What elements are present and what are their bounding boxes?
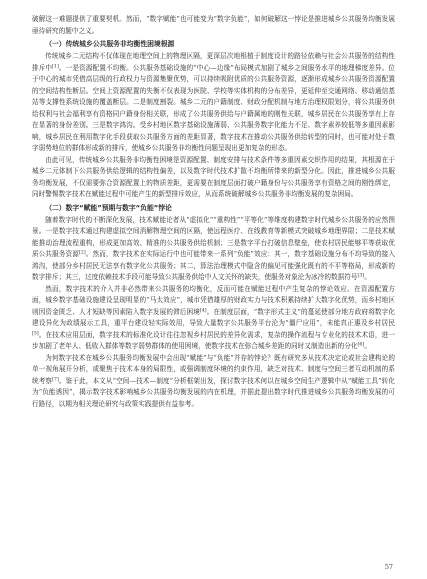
section1-paragraph-2: 由此可见，传统城乡公共服务非均衡性困境是资源配置、制度安排与技术条件等多重因素交织作用的结果，其根源在于城乡二元体制下公共服务供给逻辑的结构性偏差，以及数字时代技术扩散不均衡所带来的新型分化。因此，推进城乡公共服务均衡发展，不仅需要弥合资源配置上的物质差距，更需要在制度层面打破户籍身份与公共服务享有资格之间的刚性绑定，同时警惕数字技术在赋能过程中可能产生的新型排斥效应，从而系统破解城乡公共服务非均衡发展的复杂困局。	[32, 155, 395, 198]
section-heading-1: （一）传统城乡公共服务非均衡性困境根源	[45, 40, 175, 48]
section2-paragraph-2: 然而，数字技术的介入并非必然带来公共服务的均衡化，反而可能在赋能过程中产生复杂的悖论效应。在资源配置方面，城乡数字基础设施建设呈现明显的“马太效应”，城市凭借雄厚的财政实力与技术积累持续扩大数字化优势，而乡村地区则因资金匮乏、人才短缺等因素陷入数字发展的滞后困境[4]。在制度层面，“数字形式主义”的蔓延使部分地方政府将数字化建设异化为政绩展示工具，重平台建设轻实际效用，导致大量数字公共服务平台沦为“僵尸应用”，未能真正惠及乡村居民[5]。在技术应用层面，数字技术的标准化设计往往忽视乡村居民的差异化需求，复杂的操作流程与专业化的技术术语，进一步加剧了老年人、低收入群体等数字弱势群体的使用困境，使数字技术在弥合城乡差距的同时又制造出新的分化[6]。	[32, 284, 395, 350]
page-number: 57	[384, 563, 393, 571]
section1-paragraph-1: 传统城乡二元结构不仅体现在地理空间上的物理区隔，更深层次地根植于制度设计的路径依赖与社会公共服务的结构性排斥中[1]。一是资源配置不均衡。公共服务基础设施的“中心—边缘”布局模式加剧了城乡之间服务水平的地理梯度差异。位于中心的城市凭借高层级的行政权力与资源集聚优势，可以持续吸附优质的公共服务资源，逐渐形成城乡公共服务资源配置的空间结构性断层。空间上资源配置的失衡不仅表现为医院、学校等实体机构的分布差异，更延伸至交通网络、移动通信基站等支撑性系统设施的覆盖断层。二是制度割裂。城乡二元的户籍制度、财政分配机制与地方治理权限划分，将公共服务供给权利与社会福利享有资格同户籍身份相关联，形成了公共服务供给与户籍属地的刚性关联，城乡居民在公共服务享有上存在显著的身份差别。三是数字鸿沟。受乡村地区数字基础设施薄弱、公共服务数字化能力不足、数字素养较低等多重因素影响，城乡居民在利用数字化手段获取公共服务方面的差距显著，数字技术在推动公共服务供给转型的同时，也可能对处于数字弱势地位的群体形成新的排斥，使城乡公共服务非均衡性问题呈现出更加复杂的形态。	[32, 52, 395, 152]
citation-marker: [4]	[199, 308, 207, 314]
intro-paragraph: 破解这一难题提供了重要契机。然而，“数字赋能”也可能变为“数字负能”，如何破解这一悖论是推进城乡公共服务均衡发展亟待研究的题中之义。	[32, 15, 395, 35]
citation-marker: [3]	[357, 273, 365, 279]
section2-paragraph-1: 随着数字时代的不断深化发展，技术赋能论者从“虚拟化”“重构性”“平等化”等维度构建数字时代城乡公共服务的应然图景。一是数字技术通过构建虚拟空间消解物理空间的区隔，使远程医疗、在线教育等新模式突破城乡地理界限；二是技术赋能推动治理流程重构，形成更加高效、精准的公共服务供给机制；三是数字平台打破信息壁垒，使农村居民能够平等获取优质公共服务资源[2]。然而，数字技术在实际运行中也可能带来一系列“负能”效应：其一，数字基础设施分布不均导致的接入鸿沟，使部分乡村居民无法享有数字化公共服务；其二，算法治理模式中隐含的偏见可能强化既有的不平等格局，形成新的数字排斥；其三，过度依赖技术手段可能导致公共服务供给中人文关怀的缺失，使服务对象沦为冰冷的数据符号[3]。	[32, 215, 395, 281]
citation-marker: [7]	[52, 377, 59, 383]
section2-paragraph-3: 为何数字技术在城乡公共服务均衡发展中会出现“赋能”与“负能”并存的悖论？既有研究多从技术决定论或社会建构论的单一视角展开分析，或聚焦于技术本身的局限性，或强调制度环境的约束作用，缺乏对技术、制度与空间三者互动机制的系统考察[7]。鉴于此，本文从“空间—技术—制度”分析框架出发，探讨数字技术何以在城乡空间生产逻辑中从“赋能工具”转化为“负能诱因”，揭示数字技术影响城乡公共服务均衡发展的内在机理，并据此提出数字时代推进城乡公共服务均衡发展的可行路径，以期为相关理论研究与政策实践提供有益参考。	[32, 353, 395, 408]
citation-marker: [6]	[357, 342, 365, 348]
section-heading-2: （二）数字“赋能”预期与数字“负能”悖论	[45, 203, 172, 212]
citation-marker: [2]	[79, 250, 86, 256]
citation-marker: [5]	[32, 331, 39, 337]
citation-marker: [1]	[52, 64, 59, 70]
